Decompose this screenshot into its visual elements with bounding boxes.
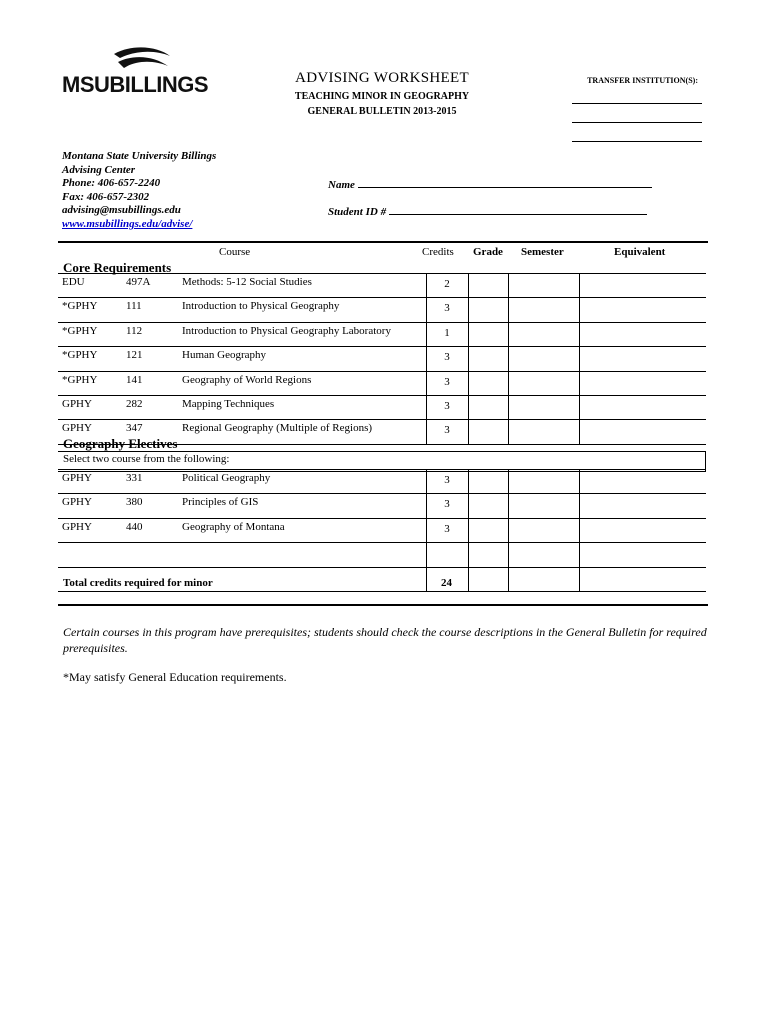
column-grade: Grade — [473, 246, 503, 258]
equivalent-cell[interactable] — [579, 567, 706, 591]
table-row — [58, 518, 706, 542]
equivalent-cell[interactable] — [579, 470, 706, 494]
course-credits: 3 — [426, 347, 468, 371]
course-number — [122, 543, 178, 567]
geography-electives-title: Geography Electives — [63, 436, 178, 451]
semester-cell[interactable] — [508, 322, 579, 346]
semester-cell[interactable] — [508, 543, 579, 567]
course-title: Introduction to Physical Geography Laboratory — [178, 322, 426, 346]
transfer-institutions — [572, 76, 702, 142]
msu-billings-logo — [62, 46, 212, 96]
student-id-line[interactable] — [389, 204, 647, 215]
course-dept — [58, 543, 122, 567]
course-number: 282 — [122, 395, 178, 419]
course-title: Introduction to Physical Geography — [178, 298, 426, 322]
table-row — [58, 494, 706, 518]
course-title: Principles of GIS — [178, 494, 426, 518]
logo-wordmark: MSUBILLINGS — [62, 72, 209, 97]
table-row — [58, 395, 706, 419]
equivalent-cell[interactable] — [579, 518, 706, 542]
equivalent-cell[interactable] — [579, 347, 706, 371]
total-credits-value: 24 — [441, 577, 452, 589]
course-number: 380 — [122, 494, 178, 518]
transfer-field-2[interactable] — [572, 104, 702, 123]
course-dept: *GPHY — [58, 322, 122, 346]
subtitle-program: TEACHING MINOR IN GEOGRAPHY — [294, 91, 470, 102]
table-row — [58, 298, 706, 322]
grade-cell[interactable] — [468, 420, 508, 444]
course-dept: *GPHY — [58, 371, 122, 395]
semester-cell[interactable] — [508, 274, 579, 298]
course-title: Methods: 5-12 Social Studies — [178, 274, 426, 298]
semester-cell[interactable] — [508, 494, 579, 518]
header-divider — [58, 241, 708, 243]
contact-email: advising@msubillings.edu — [62, 204, 181, 217]
table-row — [58, 347, 706, 371]
grade-cell[interactable] — [468, 322, 508, 346]
student-id-label: Student ID # — [328, 206, 387, 218]
course-number: 347 — [122, 420, 178, 444]
name-line[interactable] — [358, 177, 652, 188]
total-credits-label: Total credits required for minor — [63, 577, 213, 589]
grade-cell[interactable] — [468, 371, 508, 395]
course-title: Political Geography — [178, 470, 426, 494]
column-credits: Credits — [422, 246, 454, 258]
equivalent-cell[interactable] — [579, 371, 706, 395]
contact-website-link[interactable]: www.msubillings.edu/advise/ — [62, 217, 193, 230]
course-number: 111 — [122, 298, 178, 322]
course-number: 112 — [122, 322, 178, 346]
prerequisite-note: Certain courses in this program have prerequisites; students should check the course descriptions in the General Bulletin for required prerequisites. — [63, 625, 707, 655]
course-credits: 1 — [426, 322, 468, 346]
subtitle-bulletin: GENERAL BULLETIN 2013-2015 — [307, 106, 457, 117]
grade-cell[interactable] — [468, 470, 508, 494]
course-number: 440 — [122, 518, 178, 542]
course-dept: *GPHY — [58, 298, 122, 322]
grade-cell[interactable] — [468, 395, 508, 419]
course-credits: 3 — [426, 371, 468, 395]
swoosh-logo-icon — [112, 46, 172, 74]
grade-cell[interactable] — [468, 518, 508, 542]
page-title: ADVISING WORKSHEET — [295, 70, 469, 86]
course-dept: GPHY — [58, 395, 122, 419]
course-title: Geography of World Regions — [178, 371, 426, 395]
semester-cell[interactable] — [508, 371, 579, 395]
core-table — [58, 273, 706, 445]
equivalent-cell[interactable] — [579, 420, 706, 444]
semester-cell[interactable] — [508, 470, 579, 494]
semester-cell[interactable] — [508, 298, 579, 322]
table-row — [58, 322, 706, 346]
electives-table — [58, 469, 706, 592]
course-credits: 3 — [426, 420, 468, 444]
title-block — [282, 70, 482, 117]
course-title — [178, 543, 426, 567]
contact-info — [62, 150, 216, 232]
course-dept: GPHY — [58, 420, 122, 444]
equivalent-cell[interactable] — [579, 543, 706, 567]
grade-cell[interactable] — [468, 543, 508, 567]
equivalent-cell[interactable] — [579, 274, 706, 298]
contact-phone: Phone: 406-657-2240 — [62, 177, 161, 190]
semester-cell[interactable] — [508, 567, 579, 591]
student-id-field[interactable] — [328, 204, 647, 218]
equivalent-cell[interactable] — [579, 298, 706, 322]
course-dept: *GPHY — [58, 347, 122, 371]
course-title: Regional Geography (Multiple of Regions) — [178, 420, 426, 444]
column-course: Course — [219, 246, 251, 258]
core-requirements-title: Core Requirements — [63, 260, 172, 275]
course-title — [178, 567, 426, 591]
semester-cell[interactable] — [508, 347, 579, 371]
course-number: 497A — [122, 274, 178, 298]
course-credits: 3 — [426, 395, 468, 419]
grade-cell[interactable] — [468, 567, 508, 591]
transfer-field-3[interactable] — [572, 123, 702, 142]
semester-cell[interactable] — [508, 518, 579, 542]
course-number: 141 — [122, 371, 178, 395]
table-row — [58, 470, 706, 494]
course-credits — [426, 543, 468, 567]
course-number: 331 — [122, 470, 178, 494]
course-number: 121 — [122, 347, 178, 371]
transfer-label: TRANSFER INSTITUTION(S): — [587, 76, 698, 85]
contact-university: Montana State University Billings — [62, 150, 217, 162]
course-credits: 2 — [426, 274, 468, 298]
grade-cell[interactable] — [468, 347, 508, 371]
course-credits: 3 — [426, 494, 468, 518]
course-dept: EDU — [58, 274, 122, 298]
course-dept: GPHY — [58, 494, 122, 518]
course-credits: 3 — [426, 298, 468, 322]
course-credits: 3 — [426, 518, 468, 542]
column-semester: Semester — [521, 246, 564, 258]
transfer-field-1[interactable] — [572, 85, 702, 104]
course-credits: 3 — [426, 470, 468, 494]
course-title: Human Geography — [178, 347, 426, 371]
footer-divider — [58, 604, 708, 606]
equivalent-cell[interactable] — [579, 494, 706, 518]
semester-cell[interactable] — [508, 395, 579, 419]
electives-instruction: Select two course from the following: — [63, 453, 230, 465]
column-equivalent: Equivalent — [614, 246, 666, 258]
grade-cell[interactable] — [468, 494, 508, 518]
equivalent-cell[interactable] — [579, 395, 706, 419]
table-row — [58, 543, 706, 567]
grade-cell[interactable] — [468, 274, 508, 298]
course-dept: GPHY — [58, 470, 122, 494]
course-title: Mapping Techniques — [178, 395, 426, 419]
name-field[interactable] — [328, 177, 652, 191]
gen-ed-note: *May satisfy General Education requirements. — [63, 670, 287, 684]
semester-cell[interactable] — [508, 420, 579, 444]
name-label: Name — [328, 179, 355, 191]
equivalent-cell[interactable] — [579, 322, 706, 346]
grade-cell[interactable] — [468, 298, 508, 322]
table-row — [58, 274, 706, 298]
contact-fax: Fax: 406-657-2302 — [62, 190, 150, 203]
course-title: Geography of Montana — [178, 518, 426, 542]
table-row — [58, 371, 706, 395]
contact-center: Advising Center — [62, 163, 136, 176]
course-dept: GPHY — [58, 518, 122, 542]
